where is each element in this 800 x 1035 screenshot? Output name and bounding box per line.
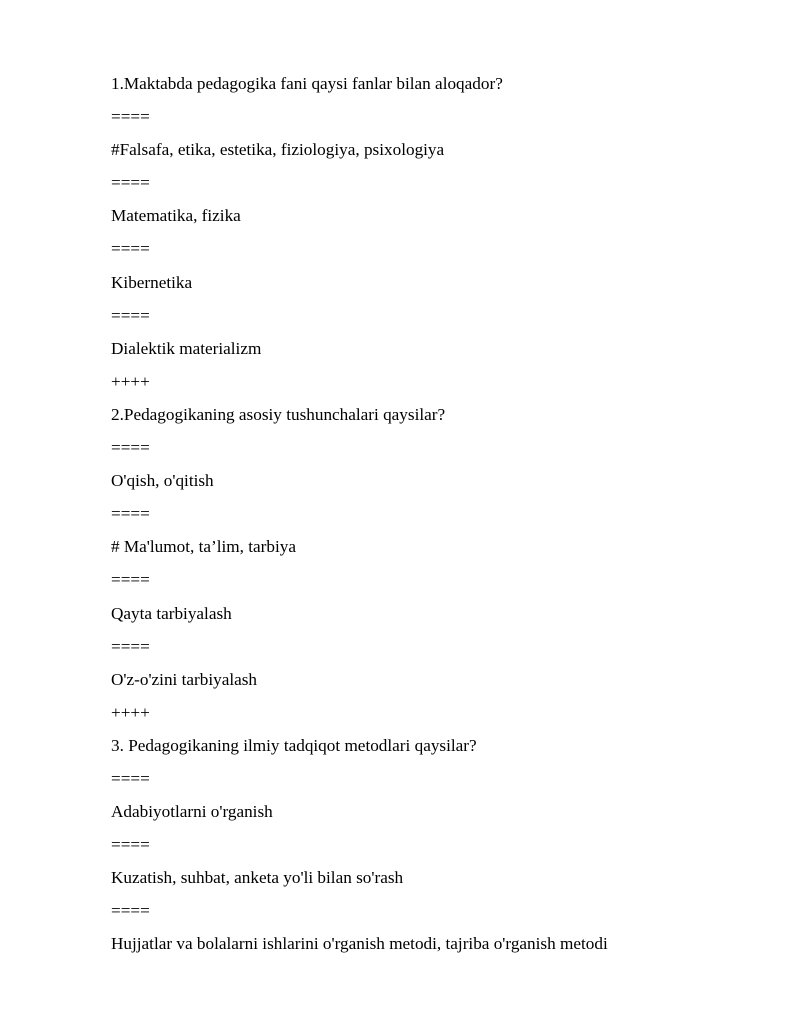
separator-line: ==== <box>111 239 150 259</box>
question-end-marker: ++++ <box>111 371 150 391</box>
separator-line: ==== <box>111 835 150 855</box>
answer-option: Adabiyotlarni o'rganish <box>111 802 273 822</box>
separator-line: ==== <box>111 504 150 524</box>
document-body <box>111 72 608 966</box>
answer-option: Qayta tarbiyalash <box>111 603 232 623</box>
question-2-text: 2.Pedagogikaning asosiy tushunchalari qaysilar? <box>111 404 446 424</box>
separator-line: ==== <box>111 173 150 193</box>
answer-option: O'qish, o'qitish <box>111 471 214 491</box>
answer-option-correct: #Falsafa, etika, estetika, fiziologiya, psixologiya <box>111 140 445 160</box>
separator-line: ==== <box>111 305 150 325</box>
separator-line: ==== <box>111 107 150 127</box>
answer-option: Dialektik materializm <box>111 338 262 358</box>
answer-option-correct: # Ma'lumot, ta’lim, tarbiya <box>111 537 296 557</box>
question-1-text: 1.Maktabda pedagogika fani qaysi fanlar bilan aloqador? <box>111 74 503 93</box>
separator-line: ==== <box>111 636 150 656</box>
question-3-text: 3. Pedagogikaning ilmiy tadqiqot metodlari qaysilar? <box>111 735 477 755</box>
separator-line: ==== <box>111 901 150 921</box>
answer-option: Kuzatish, suhbat, anketa yo'li bilan so'rash <box>111 868 404 888</box>
separator-line: ==== <box>111 570 150 590</box>
separator-line: ==== <box>111 768 150 788</box>
answer-option: Matematika, fizika <box>111 206 241 226</box>
separator-line: ==== <box>111 438 150 458</box>
question-end-marker: ++++ <box>111 702 150 722</box>
answer-option: Hujjatlar va bolalarni ishlarini o'rganish metodi, tajriba o'rganish metodi <box>111 934 608 954</box>
answer-option: Kibernetika <box>111 272 193 292</box>
answer-option: O'z-o'zini tarbiyalash <box>111 669 258 689</box>
